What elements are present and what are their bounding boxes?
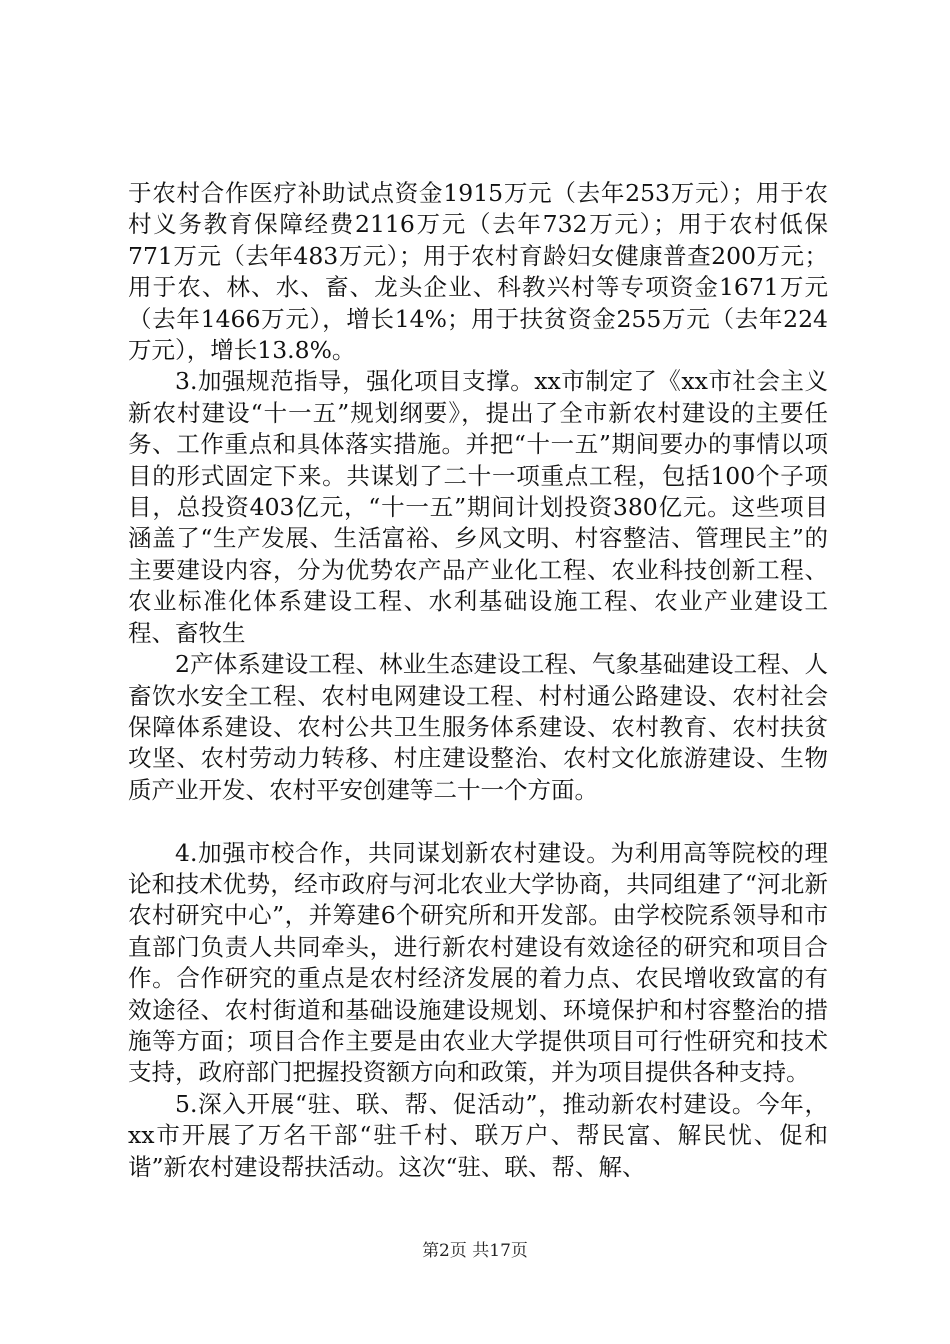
paragraph-item-4: 4.加强市校合作，共同谋划新农村建设。为利用高等院校的理论和技术优势，经市政府与河北农业大学协商，共同组建了“河北新农村研究中心”，并筹建6个研究所和开发部。由学校院系领导和市直部门负责人共同牵头，进行新农村建设有效途径的研究和项目合作。合作研究的重点是农村经济发展的着力点、农民增收致富的有效途径、农村街道和基础设施建设规划、环境保护和村容整治的措施等方面；项目合作主要是由农业大学提供项目可行性研究和技术支持，政府部门把握投资额方向和政策，并为项目提供各种支持。 (128, 838, 828, 1087)
paragraph-item-5: 5.深入开展“驻、联、帮、促活动”，推动新农村建设。今年，xx市开展了万名干部“驻千村、联万户、帮民富、解民忧、促和谐”新农村建设帮扶活动。这次“驻、联、帮、解、 (128, 1089, 828, 1181)
paragraph-item-3-continued: 2产体系建设工程、林业生态建设工程、气象基础建设工程、人畜饮水安全工程、农村电网建设工程、村村通公路建设、农村社会保障体系建设、农村公共卫生服务体系建设、农村教育、农村扶贫攻坚、农村劳动力转移、村庄建设整治、农村文化旅游建设、生物质产业开发、农村平安创建等二十一个方面。 (128, 650, 828, 804)
paragraph-item-3: 3.加强规范指导，强化项目支撑。xx市制定了《xx市社会主义新农村建设“十一五”规划纲要》，提出了全市新农村建设的主要任务、工作重点和具体落实措施。并把“十一五”期间要办的事情以项目的形式固定下来。共谋划了二十一项重点工程，包括100个子项目，总投资403亿元，“十一五”期间计划投资380亿元。这些项目涵盖了“生产发展、生活富裕、乡风文明、村容整洁、管理民主”的主要建设内容，分为优势农产品产业化工程、农业科技创新工程、农业标准化体系建设工程、水利基础设施工程、农业产业建设工程、畜牧生 (128, 367, 828, 647)
document-body (128, 178, 828, 1183)
page-number-footer: 第2页 共17页 (422, 1241, 528, 1261)
paragraph-funds: 于农村合作医疗补助试点资金1915万元（去年253万元）；用于农村义务教育保障经费2116万元（去年732万元）；用于农村低保771万元（去年483万元）；用于农村育龄妇女健康普查200万元；用于农、林、水、畜、龙头企业、科教兴村等专项资金1671万元（去年1466万元），增长14%；用于扶贫资金255万元（去年224万元），增长13.8%。 (128, 179, 828, 365)
